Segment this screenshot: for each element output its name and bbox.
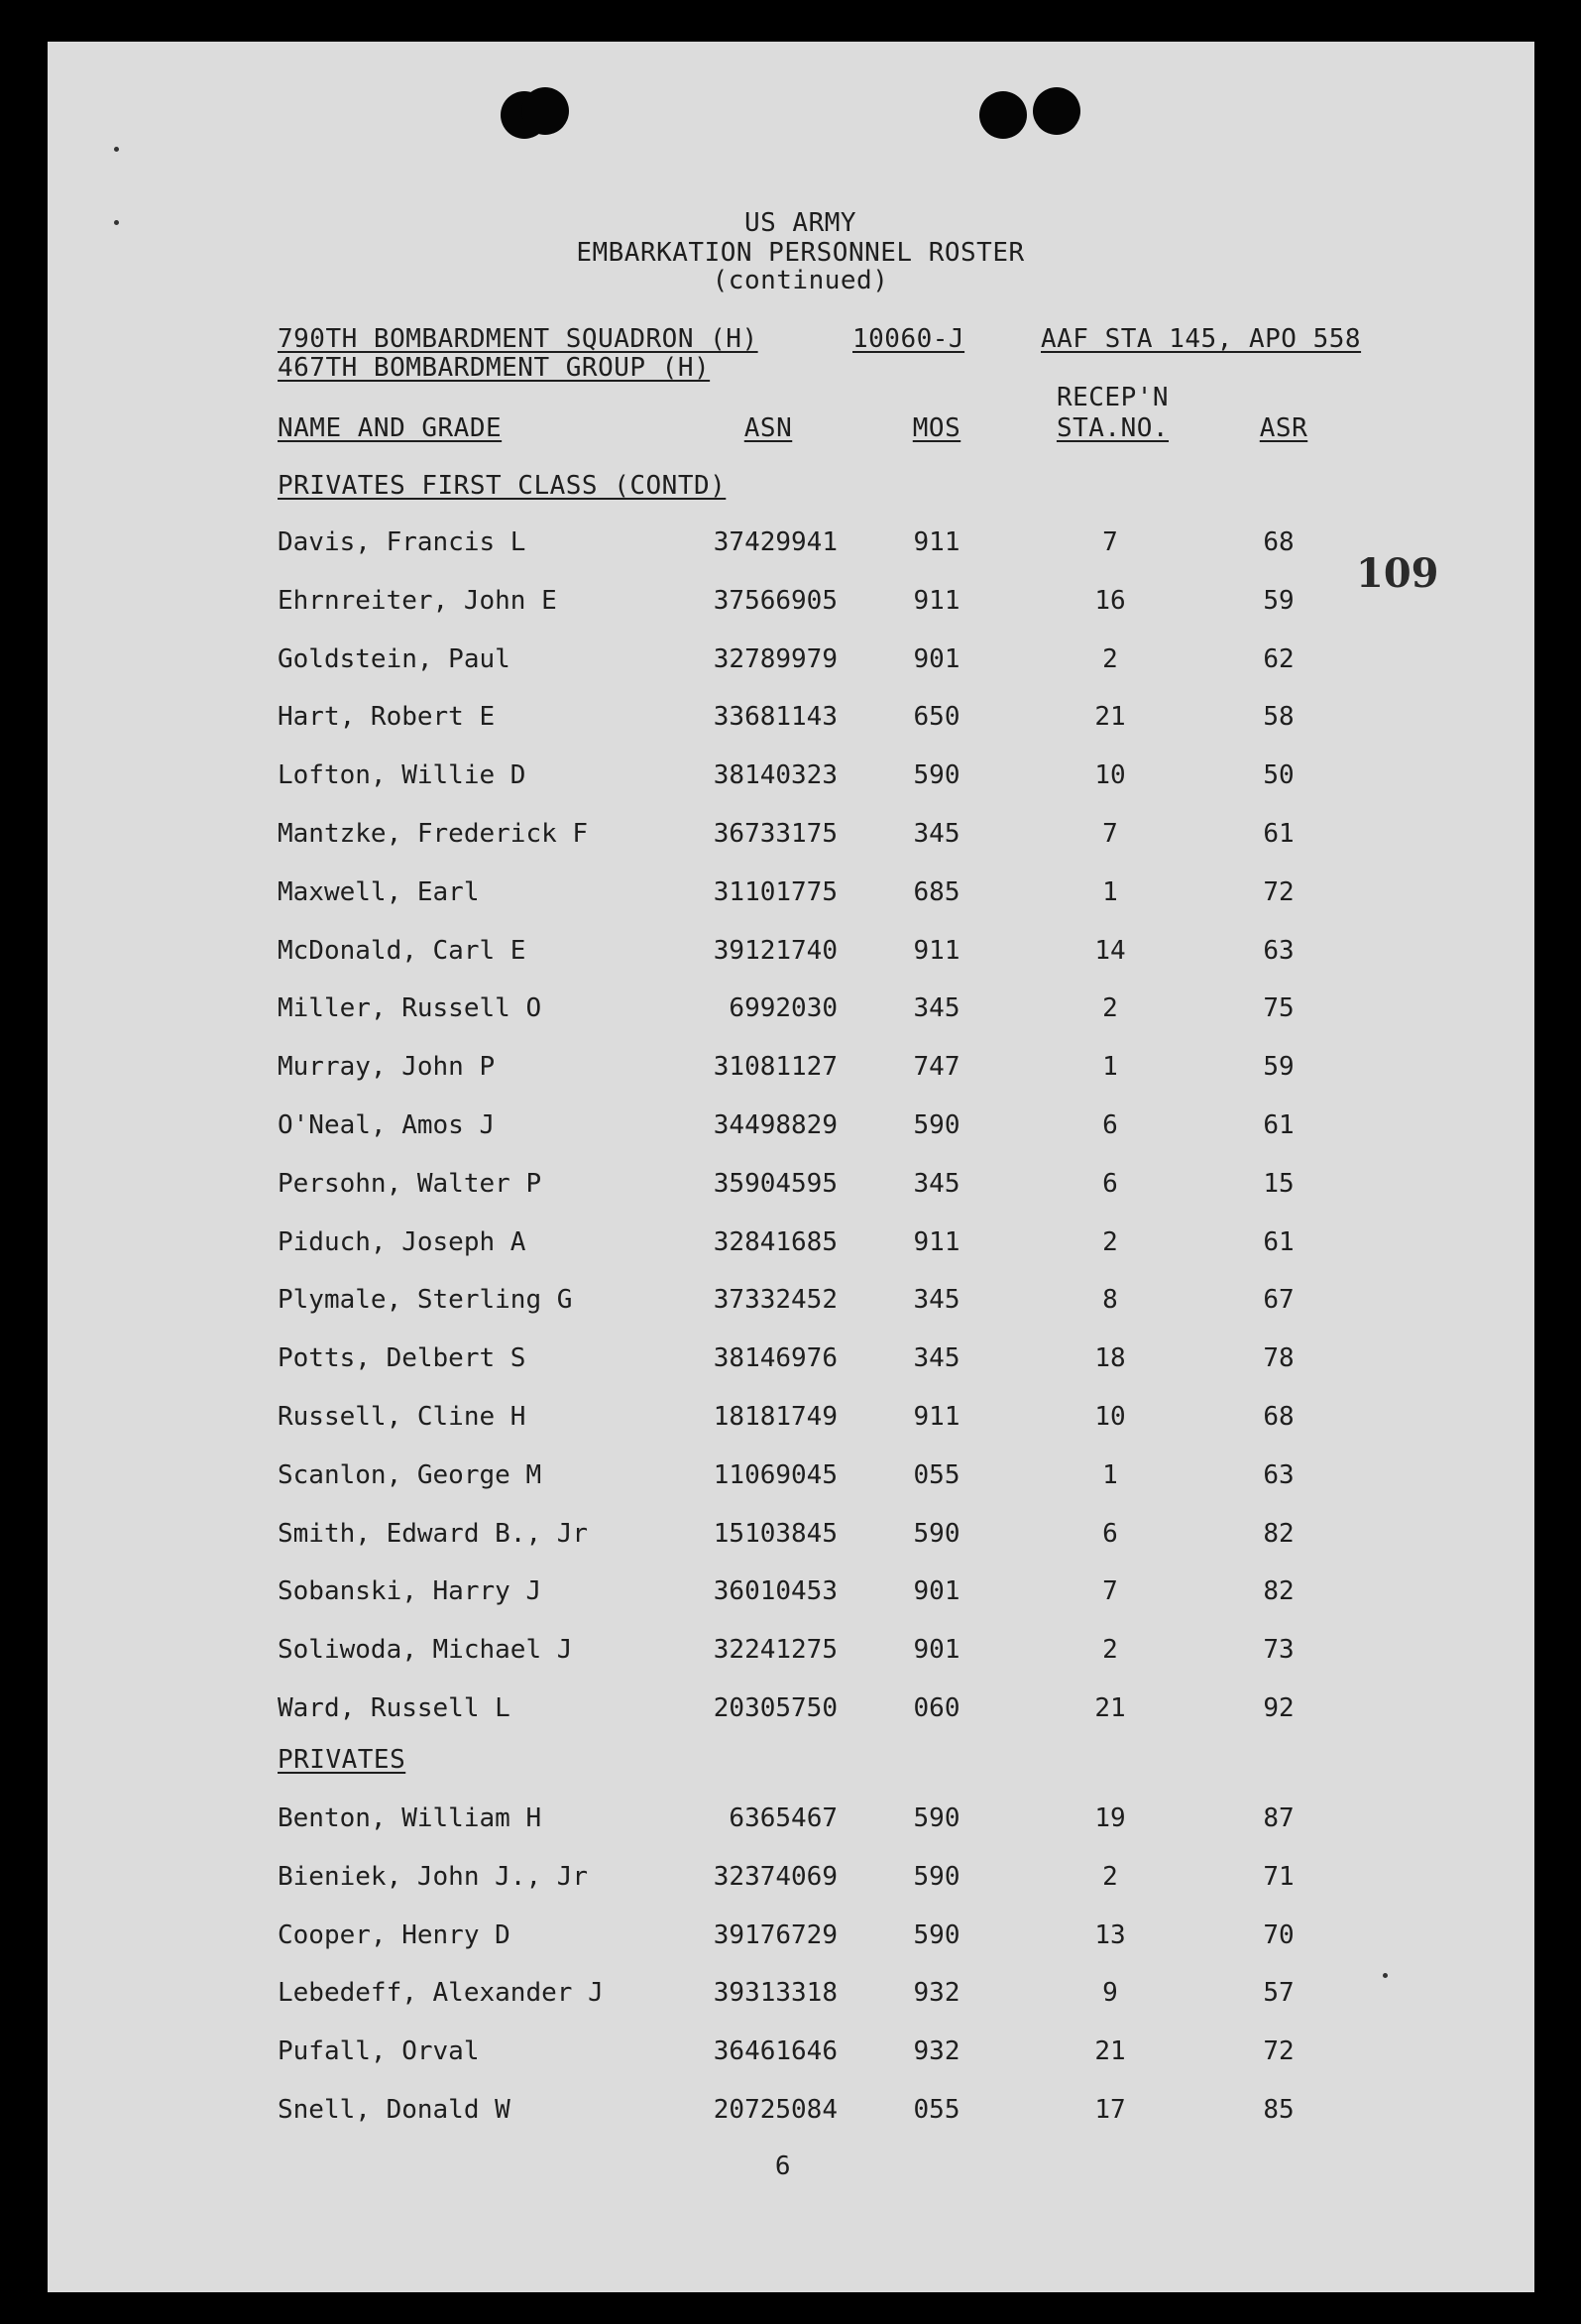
mos-cell: 901 bbox=[913, 643, 960, 674]
name-cell: O'Neal, Amos J bbox=[278, 1110, 496, 1140]
station-number-cell: 9 bbox=[1102, 1978, 1118, 2009]
asn-cell: 32241275 bbox=[713, 1635, 838, 1666]
asr-cell: 63 bbox=[1263, 935, 1295, 966]
name-cell: Potts, Delbert S bbox=[278, 1343, 526, 1374]
column-mos-header: MOS bbox=[912, 413, 961, 443]
page-number: 6 bbox=[774, 2151, 792, 2181]
header-line-1: US ARMY bbox=[743, 208, 857, 238]
roster-row bbox=[0, 1397, 1581, 1437]
section-title: PRIVATES bbox=[278, 1745, 406, 1775]
station-number-cell: 14 bbox=[1094, 935, 1126, 966]
asn-cell: 31101775 bbox=[713, 876, 838, 907]
station-number-cell: 2 bbox=[1102, 1635, 1118, 1666]
asn-cell: 15103845 bbox=[713, 1518, 838, 1549]
asn-cell: 11069045 bbox=[713, 1459, 838, 1490]
mos-cell: 911 bbox=[913, 527, 960, 557]
asn-cell: 39313318 bbox=[713, 1978, 838, 2009]
roster-row bbox=[0, 755, 1581, 795]
mos-cell: 901 bbox=[913, 1635, 960, 1666]
mos-cell: 055 bbox=[913, 2095, 960, 2125]
station-number-cell: 19 bbox=[1094, 1803, 1126, 1833]
mos-cell: 901 bbox=[913, 1576, 960, 1607]
name-cell: Scanlon, George M bbox=[278, 1459, 542, 1490]
roster-row bbox=[0, 872, 1581, 912]
station-number-cell: 1 bbox=[1102, 1052, 1118, 1083]
name-cell: Murray, John P bbox=[278, 1052, 496, 1083]
punch-hole bbox=[521, 87, 569, 135]
mos-cell: 685 bbox=[913, 876, 960, 907]
asr-cell: 61 bbox=[1263, 819, 1295, 849]
name-cell: Lofton, Willie D bbox=[278, 760, 526, 791]
roster-row bbox=[0, 639, 1581, 679]
station-number-cell: 18 bbox=[1094, 1343, 1126, 1374]
asr-cell: 70 bbox=[1263, 1919, 1295, 1950]
asr-cell: 62 bbox=[1263, 643, 1295, 674]
roster-row bbox=[0, 1799, 1581, 1838]
name-cell: Plymale, Sterling G bbox=[278, 1285, 573, 1316]
name-cell: Maxwell, Earl bbox=[278, 876, 480, 907]
unit-code: 10060-J bbox=[852, 324, 965, 354]
asn-cell: 32841685 bbox=[713, 1226, 838, 1257]
name-cell: Russell, Cline H bbox=[278, 1402, 526, 1432]
name-cell: Lebedeff, Alexander J bbox=[278, 1978, 604, 2009]
name-cell: Soliwoda, Michael J bbox=[278, 1635, 573, 1666]
roster-row bbox=[0, 1688, 1581, 1728]
roster-row bbox=[0, 1338, 1581, 1378]
asr-cell: 87 bbox=[1263, 1803, 1295, 1833]
roster-row bbox=[0, 1514, 1581, 1554]
station-number-cell: 6 bbox=[1102, 1168, 1118, 1199]
asr-cell: 72 bbox=[1263, 876, 1295, 907]
roster-row bbox=[0, 1047, 1581, 1087]
asr-cell: 59 bbox=[1263, 585, 1295, 616]
name-cell: Piduch, Joseph A bbox=[278, 1226, 526, 1257]
asr-cell: 78 bbox=[1263, 1343, 1295, 1374]
station-number-cell: 1 bbox=[1102, 1459, 1118, 1490]
station-number-cell: 17 bbox=[1094, 2095, 1126, 2125]
mos-cell: 345 bbox=[913, 1285, 960, 1316]
station-number-cell: 10 bbox=[1094, 760, 1126, 791]
name-cell: Persohn, Walter P bbox=[278, 1168, 542, 1199]
asn-cell: 33681143 bbox=[713, 702, 838, 733]
roster-row bbox=[0, 2090, 1581, 2130]
column-asr-header: ASR bbox=[1259, 413, 1308, 443]
header-line-3: (continued) bbox=[712, 266, 889, 295]
asn-cell: 31081127 bbox=[713, 1052, 838, 1083]
asr-cell: 85 bbox=[1263, 2095, 1295, 2125]
roster-row bbox=[0, 1455, 1581, 1495]
name-cell: Mantzke, Frederick F bbox=[278, 819, 589, 849]
asn-cell: 6365467 bbox=[729, 1803, 838, 1833]
speck bbox=[114, 147, 119, 152]
punch-hole bbox=[979, 91, 1027, 139]
roster-row bbox=[0, 814, 1581, 854]
name-cell: Benton, William H bbox=[278, 1803, 542, 1833]
asr-cell: 68 bbox=[1263, 1402, 1295, 1432]
roster-row bbox=[0, 1571, 1581, 1611]
mos-cell: 345 bbox=[913, 1343, 960, 1374]
asr-cell: 61 bbox=[1263, 1226, 1295, 1257]
column-recep-header-line2: STA.NO. bbox=[1056, 413, 1170, 443]
asr-cell: 82 bbox=[1263, 1518, 1295, 1549]
mos-cell: 590 bbox=[913, 1110, 960, 1140]
station-number-cell: 2 bbox=[1102, 643, 1118, 674]
asr-cell: 71 bbox=[1263, 1861, 1295, 1892]
column-name-header: NAME AND GRADE bbox=[278, 413, 503, 443]
mos-cell: 590 bbox=[913, 1919, 960, 1950]
station-number-cell: 2 bbox=[1102, 1226, 1118, 1257]
asn-cell: 36010453 bbox=[713, 1576, 838, 1607]
name-cell: Sobanski, Harry J bbox=[278, 1576, 542, 1607]
page-stamp: 109 bbox=[1356, 550, 1439, 597]
asr-cell: 57 bbox=[1263, 1978, 1295, 2009]
asr-cell: 75 bbox=[1263, 993, 1295, 1024]
roster-row bbox=[0, 988, 1581, 1028]
asn-cell: 35904595 bbox=[713, 1168, 838, 1199]
roster-row bbox=[0, 1105, 1581, 1145]
asn-cell: 38146976 bbox=[713, 1343, 838, 1374]
mos-cell: 911 bbox=[913, 935, 960, 966]
name-cell: Bieniek, John J., Jr bbox=[278, 1861, 589, 1892]
station-number-cell: 8 bbox=[1102, 1285, 1118, 1316]
roster-row bbox=[0, 2032, 1581, 2071]
column-asn-header: ASN bbox=[743, 413, 793, 443]
roster-row bbox=[0, 1222, 1581, 1262]
station-number-cell: 7 bbox=[1102, 527, 1118, 557]
station-number-cell: 7 bbox=[1102, 819, 1118, 849]
name-cell: Snell, Donald W bbox=[278, 2095, 510, 2125]
name-cell: Davis, Francis L bbox=[278, 527, 526, 557]
roster-row bbox=[0, 931, 1581, 971]
name-cell: Goldstein, Paul bbox=[278, 643, 510, 674]
mos-cell: 060 bbox=[913, 1693, 960, 1723]
asn-cell: 36461646 bbox=[713, 2036, 838, 2067]
name-cell: Pufall, Orval bbox=[278, 2036, 480, 2067]
name-cell: Smith, Edward B., Jr bbox=[278, 1518, 589, 1549]
speck bbox=[114, 220, 119, 225]
asn-cell: 20305750 bbox=[713, 1693, 838, 1723]
mos-cell: 590 bbox=[913, 1803, 960, 1833]
roster-row bbox=[0, 1630, 1581, 1670]
station-number-cell: 21 bbox=[1094, 2036, 1126, 2067]
station-number-cell: 6 bbox=[1102, 1110, 1118, 1140]
asr-cell: 82 bbox=[1263, 1576, 1295, 1607]
mos-cell: 911 bbox=[913, 585, 960, 616]
name-cell: McDonald, Carl E bbox=[278, 935, 526, 966]
name-cell: Ehrnreiter, John E bbox=[278, 585, 557, 616]
asn-cell: 37332452 bbox=[713, 1285, 838, 1316]
asn-cell: 18181749 bbox=[713, 1402, 838, 1432]
station-number-cell: 16 bbox=[1094, 585, 1126, 616]
asr-cell: 15 bbox=[1263, 1168, 1295, 1199]
asn-cell: 32374069 bbox=[713, 1861, 838, 1892]
asr-cell: 58 bbox=[1263, 702, 1295, 733]
station-number-cell: 21 bbox=[1094, 1693, 1126, 1723]
roster-row bbox=[0, 581, 1581, 621]
station-number-cell: 2 bbox=[1102, 1861, 1118, 1892]
mos-cell: 932 bbox=[913, 2036, 960, 2067]
header-line-2: EMBARKATION PERSONNEL ROSTER bbox=[576, 238, 1025, 268]
roster-row bbox=[0, 1857, 1581, 1897]
asr-cell: 61 bbox=[1263, 1110, 1295, 1140]
mos-cell: 345 bbox=[913, 819, 960, 849]
asr-cell: 63 bbox=[1263, 1459, 1295, 1490]
asr-cell: 73 bbox=[1263, 1635, 1295, 1666]
asr-cell: 92 bbox=[1263, 1693, 1295, 1723]
roster-row bbox=[0, 1973, 1581, 2013]
station-number-cell: 7 bbox=[1102, 1576, 1118, 1607]
asr-cell: 72 bbox=[1263, 2036, 1295, 2067]
squadron-name: 790TH BOMBARDMENT SQUADRON (H) bbox=[278, 324, 758, 354]
name-cell: Cooper, Henry D bbox=[278, 1919, 510, 1950]
section-title: PRIVATES FIRST CLASS (CONTD) bbox=[278, 471, 727, 501]
mos-cell: 932 bbox=[913, 1978, 960, 2009]
mos-cell: 911 bbox=[913, 1402, 960, 1432]
mos-cell: 590 bbox=[913, 760, 960, 791]
asn-cell: 38140323 bbox=[713, 760, 838, 791]
roster-row bbox=[0, 1164, 1581, 1204]
column-recep-header-line1: RECEP'N bbox=[1056, 383, 1170, 412]
asr-cell: 68 bbox=[1263, 527, 1295, 557]
station-number-cell: 2 bbox=[1102, 993, 1118, 1024]
mos-cell: 590 bbox=[913, 1518, 960, 1549]
asr-cell: 67 bbox=[1263, 1285, 1295, 1316]
asn-cell: 36733175 bbox=[713, 819, 838, 849]
asn-cell: 20725084 bbox=[713, 2095, 838, 2125]
asr-cell: 50 bbox=[1263, 760, 1295, 791]
station-number-cell: 13 bbox=[1094, 1919, 1126, 1950]
roster-row bbox=[0, 697, 1581, 737]
mos-cell: 345 bbox=[913, 1168, 960, 1199]
name-cell: Ward, Russell L bbox=[278, 1693, 510, 1723]
mos-cell: 345 bbox=[913, 993, 960, 1024]
roster-row bbox=[0, 1280, 1581, 1320]
name-cell: Miller, Russell O bbox=[278, 993, 542, 1024]
asn-cell: 37429941 bbox=[713, 527, 838, 557]
roster-row bbox=[0, 1916, 1581, 1955]
asn-cell: 32789979 bbox=[713, 643, 838, 674]
mos-cell: 055 bbox=[913, 1459, 960, 1490]
asn-cell: 39121740 bbox=[713, 935, 838, 966]
asn-cell: 34498829 bbox=[713, 1110, 838, 1140]
name-cell: Hart, Robert E bbox=[278, 702, 496, 733]
asr-cell: 59 bbox=[1263, 1052, 1295, 1083]
punch-hole bbox=[1033, 87, 1080, 135]
asn-cell: 6992030 bbox=[729, 993, 838, 1024]
station-number-cell: 10 bbox=[1094, 1402, 1126, 1432]
station-number-cell: 21 bbox=[1094, 702, 1126, 733]
mos-cell: 650 bbox=[913, 702, 960, 733]
station-name: AAF STA 145, APO 558 bbox=[1041, 324, 1362, 354]
roster-row bbox=[0, 523, 1581, 562]
station-number-cell: 1 bbox=[1102, 876, 1118, 907]
mos-cell: 911 bbox=[913, 1226, 960, 1257]
asn-cell: 37566905 bbox=[713, 585, 838, 616]
mos-cell: 747 bbox=[913, 1052, 960, 1083]
station-number-cell: 6 bbox=[1102, 1518, 1118, 1549]
asn-cell: 39176729 bbox=[713, 1919, 838, 1950]
group-name: 467TH BOMBARDMENT GROUP (H) bbox=[278, 353, 711, 383]
mos-cell: 590 bbox=[913, 1861, 960, 1892]
